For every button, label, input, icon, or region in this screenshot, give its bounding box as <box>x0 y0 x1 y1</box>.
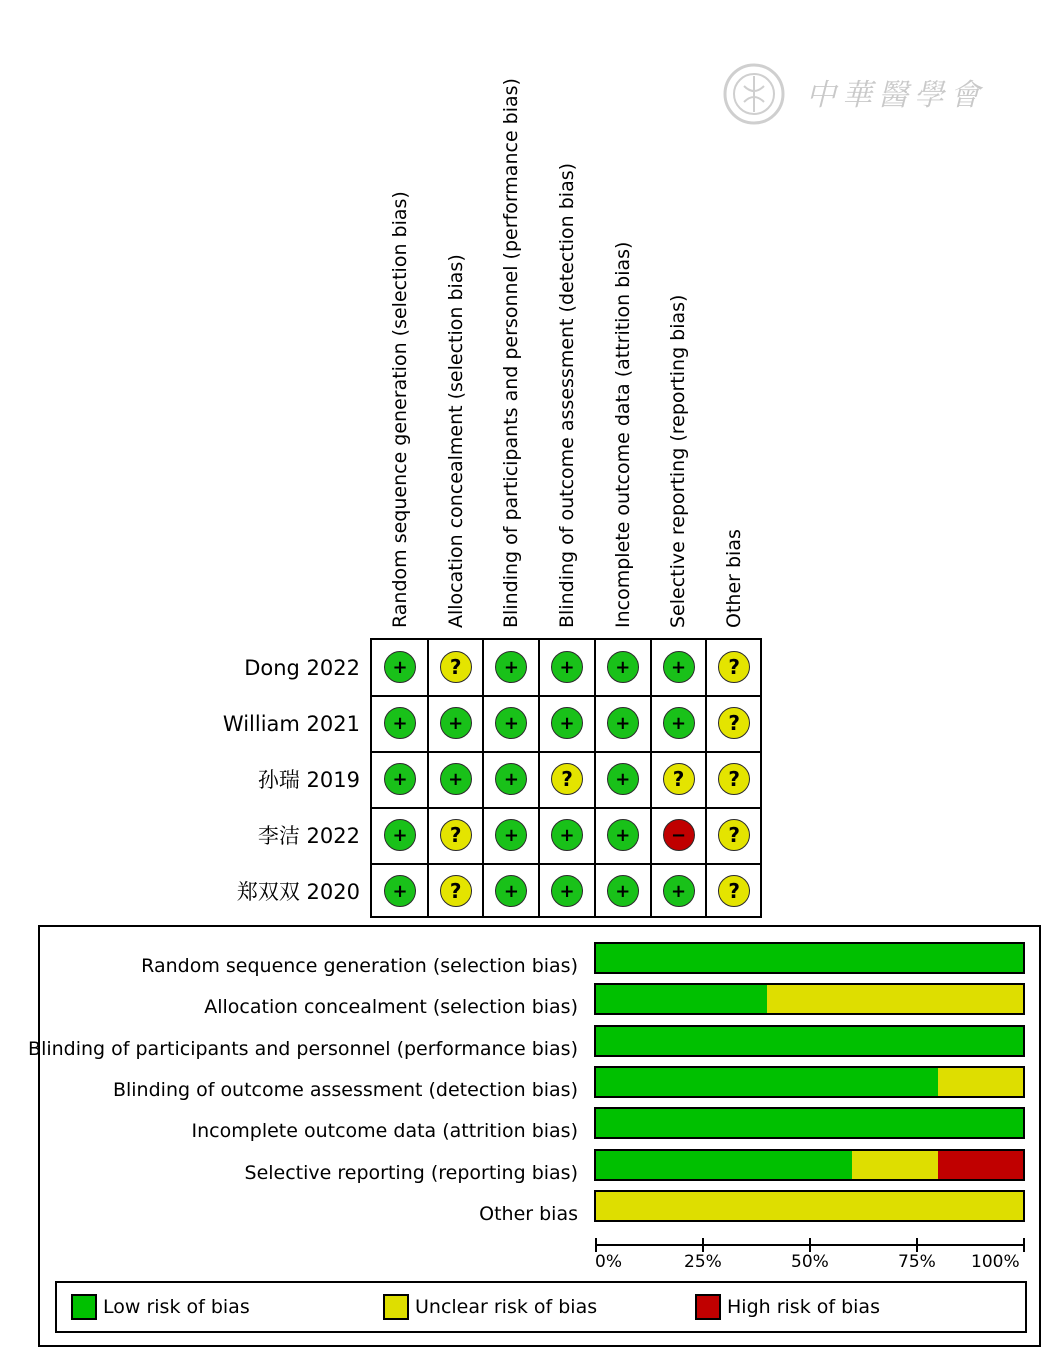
bar-category-label: Allocation concealment (selection bias) <box>204 996 578 1019</box>
risk-low-icon: + <box>607 651 639 683</box>
legend-swatch <box>383 1294 409 1320</box>
risk-unclear-icon: ? <box>718 651 750 683</box>
risk-unclear-icon: ? <box>718 875 750 907</box>
risk-low-icon: + <box>607 763 639 795</box>
society-logo <box>722 62 786 130</box>
risk-low-icon: + <box>551 651 583 683</box>
risk-low-icon: + <box>495 707 527 739</box>
column-header: Blinding of participants and personnel (performance bias) <box>500 78 523 628</box>
risk-low-icon: + <box>384 651 416 683</box>
risk-low-icon: + <box>384 763 416 795</box>
summary-cell <box>372 807 428 863</box>
bar-category-label: Random sequence generation (selection bias) <box>141 955 578 977</box>
society-seal-icon <box>722 62 786 126</box>
x-axis-tick-label: 75% <box>898 1252 936 1272</box>
legend-swatch <box>71 1294 97 1320</box>
summary-cell <box>539 695 595 751</box>
risk-low-icon: + <box>384 875 416 907</box>
legend-label: High risk of bias <box>727 1296 880 1318</box>
risk-low-icon: + <box>663 875 695 907</box>
x-axis-tick <box>1023 1238 1025 1252</box>
legend-label: Unclear risk of bias <box>415 1296 598 1318</box>
bar-segment-unclear <box>767 985 1023 1013</box>
column-header: Incomplete outcome data (attrition bias) <box>611 241 634 628</box>
bar-category-label: Other bias <box>479 1202 578 1225</box>
x-axis-tick <box>916 1238 918 1252</box>
study-label: 孙瑞 2019 <box>257 768 360 792</box>
study-label: 郑双双 2020 <box>236 880 360 904</box>
risk-low-icon: + <box>607 819 639 851</box>
risk-low-icon: + <box>440 707 472 739</box>
column-header: Blinding of outcome assessment (detection bias) <box>555 162 578 628</box>
study-label: Dong 2022 <box>244 656 360 680</box>
risk-unclear-icon: ? <box>718 819 750 851</box>
summary-cell <box>428 695 484 751</box>
x-axis-tick <box>595 1238 597 1252</box>
summary-cell <box>651 695 707 751</box>
legend-label: Low risk of bias <box>103 1296 250 1318</box>
summary-cell <box>595 751 651 807</box>
society-logo-text: 中華醫學會 <box>806 78 986 113</box>
summary-cell <box>595 807 651 863</box>
bar-segment-low <box>596 944 1023 972</box>
legend-item-low <box>71 1294 250 1320</box>
risk-low-icon: + <box>495 819 527 851</box>
bar-category-label: Blinding of participants and personnel (performance bias) <box>28 1037 578 1060</box>
summary-cell <box>372 639 428 695</box>
risk-of-bias-summary-grid <box>370 638 762 918</box>
legend-item-high <box>695 1294 880 1320</box>
bar-segment-low <box>596 1027 1023 1055</box>
risk-unclear-icon: ? <box>663 763 695 795</box>
summary-cell <box>372 695 428 751</box>
bar-segment-low <box>596 1151 852 1179</box>
summary-cell <box>372 751 428 807</box>
x-axis-tick-label: 0% <box>595 1252 622 1272</box>
risk-low-icon: + <box>663 707 695 739</box>
bar-segment-low <box>596 985 767 1013</box>
risk-unclear-icon: ? <box>440 875 472 907</box>
study-label: 李洁 2022 <box>257 824 360 848</box>
summary-cell <box>428 751 484 807</box>
summary-cell <box>539 863 595 919</box>
risk-low-icon: + <box>551 707 583 739</box>
risk-low-icon: + <box>495 763 527 795</box>
summary-cell <box>483 751 539 807</box>
x-axis-tick <box>809 1238 811 1252</box>
summary-cell <box>706 807 762 863</box>
bar-segment-unclear <box>596 1192 1023 1220</box>
study-label: William 2021 <box>222 712 360 736</box>
summary-cell <box>539 751 595 807</box>
summary-cell <box>651 751 707 807</box>
risk-low-icon: + <box>384 819 416 851</box>
summary-cell <box>483 807 539 863</box>
summary-cell <box>428 863 484 919</box>
x-axis-tick-label: 50% <box>791 1252 829 1272</box>
column-header: Random sequence generation (selection bias) <box>388 191 411 628</box>
summary-cell <box>539 639 595 695</box>
summary-cell <box>595 639 651 695</box>
bar-segment-unclear <box>938 1068 1023 1096</box>
risk-unclear-icon: ? <box>440 651 472 683</box>
summary-cell <box>428 639 484 695</box>
bar-category-label: Selective reporting (reporting bias) <box>244 1161 578 1184</box>
stacked-bar <box>594 1025 1025 1057</box>
bar-segment-low <box>596 1068 938 1096</box>
column-header: Selective reporting (reporting bias) <box>667 294 690 628</box>
stacked-bar <box>594 1066 1025 1098</box>
summary-cell <box>483 863 539 919</box>
risk-unclear-icon: ? <box>440 819 472 851</box>
stacked-bar <box>594 1107 1025 1139</box>
bar-segment-low <box>596 1109 1023 1137</box>
summary-cell <box>706 639 762 695</box>
column-header: Other bias <box>723 529 746 628</box>
summary-cell <box>706 751 762 807</box>
risk-low-icon: + <box>440 763 472 795</box>
bar-category-label: Blinding of outcome assessment (detection bias) <box>112 1078 578 1101</box>
risk-unclear-icon: ? <box>718 707 750 739</box>
risk-low-icon: + <box>607 707 639 739</box>
x-axis-tick <box>702 1238 704 1252</box>
summary-cell <box>595 695 651 751</box>
x-axis-tick-label: 100% <box>971 1252 1020 1272</box>
risk-low-icon: + <box>607 875 639 907</box>
risk-low-icon: + <box>551 819 583 851</box>
legend <box>55 1281 1027 1333</box>
summary-cell <box>428 807 484 863</box>
summary-cell <box>706 695 762 751</box>
risk-unclear-icon: ? <box>718 763 750 795</box>
bar-segment-unclear <box>852 1151 937 1179</box>
stacked-bar <box>594 1190 1025 1222</box>
stacked-bar <box>594 1149 1025 1181</box>
bar-category-label: Incomplete outcome data (attrition bias) <box>191 1120 578 1143</box>
x-axis-tick-label: 25% <box>684 1252 722 1272</box>
summary-cell <box>595 863 651 919</box>
stacked-bar <box>594 983 1025 1015</box>
summary-cell <box>483 639 539 695</box>
column-header: Allocation concealment (selection bias) <box>444 254 467 628</box>
risk-low-icon: + <box>495 651 527 683</box>
risk-low-icon: + <box>495 875 527 907</box>
summary-cell <box>483 695 539 751</box>
risk-low-icon: + <box>663 651 695 683</box>
risk-low-icon: + <box>384 707 416 739</box>
summary-cell <box>651 863 707 919</box>
summary-cell <box>539 807 595 863</box>
summary-cell <box>651 807 707 863</box>
legend-swatch <box>695 1294 721 1320</box>
legend-item-unclear <box>383 1294 597 1320</box>
stacked-bar <box>594 942 1025 974</box>
bar-segment-high <box>938 1151 1023 1179</box>
summary-cell <box>651 639 707 695</box>
risk-high-icon: − <box>663 819 695 851</box>
summary-cell <box>372 863 428 919</box>
risk-low-icon: + <box>551 875 583 907</box>
risk-unclear-icon: ? <box>551 763 583 795</box>
summary-cell <box>706 863 762 919</box>
